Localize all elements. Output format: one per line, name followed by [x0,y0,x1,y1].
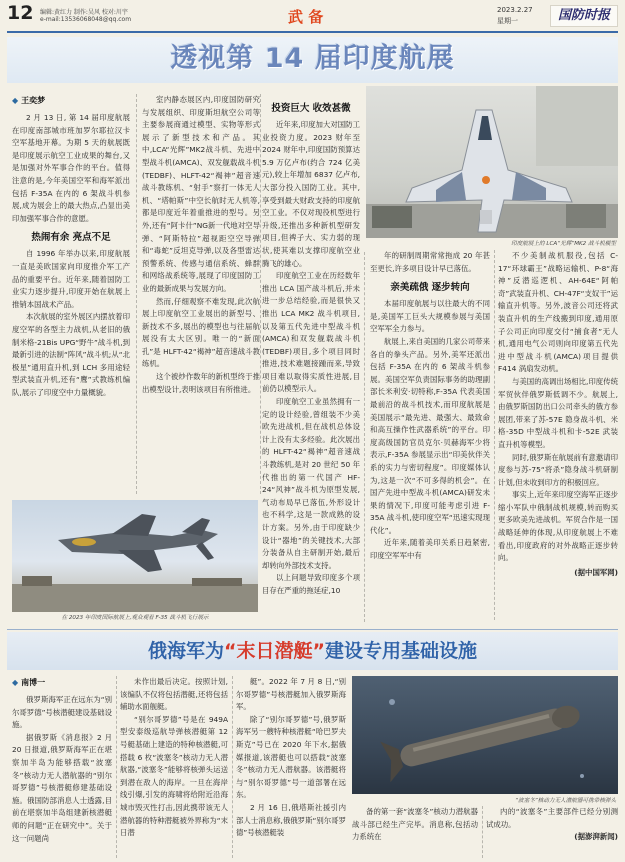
article1-column-1 [12,94,130,512]
article2-paragraph: 2 月 16 日,俄塔斯社援引内部人士消息称,俄俄罗斯“别尔哥罗德”号核潜艇装 [236,802,346,838]
article2-column-1 [12,676,112,860]
article1-subheading-2: 投资巨大 收效甚微 [271,103,351,114]
article2-column-5 [486,806,618,860]
article2-source: (据澎湃新闻) [574,832,618,842]
poseidon-photo-caption: “波塞冬”核动力无人潜航器可携带核弹头 [515,798,616,804]
article1-title-banner [7,37,618,83]
article1-paragraph: 不少美制战机服役,包括 C-17“环球霸王”战略运输机、P-8“海神”反潜巡逻机、AH-64E“阿帕奇”武装直升机、CH-47F“支奴干”运输直升机等。另外,波音公司还将武装直升机的生产线搬到印度,通用原子公司正向印度交付“捕食者”无人机,通用电气公司则向印度第五代先进中型战斗机(AMCA)项目提供 F414 涡扇发动机。 [498,251,618,374]
column-divider [482,806,483,858]
article2-title-prefix: 俄海军为 [147,640,224,662]
article1-paragraph: 印度航空工业在历经数年推出 LCA 国产战斗机后,并未进一步总结经验,而是很快又推出 LCA MK2 战斗机项目,以及第五代先进中型战斗机(AMCA)和双发舰载战斗机(TEDBF)项目,多个项目同时推进,技术难题接踵而来,导致项目难以取得实质性进展,目前仍以模型示人。 [262,271,360,394]
column-divider [116,676,117,858]
article2-title-quote: “末日潜艇” [224,640,325,662]
article2-paragraph: 未作出最后决定。按照计划,该编队不仅将包括潜艇,还将包括辅助水面舰艇。 [120,677,228,712]
article1-paragraph: 印度航空工业虽然拥有一定的设计经验,曾组装不少美欧先进战机,但在战机总体设计上没有太多经验。此次展出的 HLFT-42“褐神”超音速战斗教练机,是对 20 世纪 50 年代推出的第一代国产 HF-24“风神”战斗机为原型发展,气动布局早已落伍,外形设计也不科学,这是一款成熟的设计方案。另外,由于印度缺少设计“器地”的关键技术,大部分装备从自主研制开始,最后却转向外部技术支持。 [262,397,360,570]
issue-date: 2023.2.27 [497,6,533,14]
fighter-jet-icon [366,86,618,238]
article2-column-3 [236,676,346,860]
article1-column-5 [498,250,618,622]
article1-paragraph: 室内静态展区内,印度国防研究与发展组织、印度斯坦航空公司等主要参展商通过模型、实物等形式展示了新型技术和产品。其中,LCA“光辉”MK2战斗机、先进中型战斗机(AMCA)、双发舰载战斗机(TEDBF)、HLFT-42“褐神”超音速战斗教练机、“射手”察打一体无人机、“塔帕斯”中空长航时无人机等,都是印度近年着重推进的型号。另外,还有“阿卡什”NG新一代地对空导弹、“阿斯特拉”超视距空空导弹和“毒蛇”反坦克导弹,以及各型雷达预警系统、传感与通信系统、蜂群和网络战系统等,展现了印度国防工业的最新成果与发展方向。 [142,95,260,293]
article1-intro: 2 月 13 日, 第 14 届印度航展在印度南部城市班加罗尔耶拉汉卡空军基地开幕。为期 5 天的航展既是印度展示航空工业成果的舞台,又是加强对外军事合作的平台。值得注意的是,今年美国空军和海军派出包括 F-35A 在内的 6 架战斗机参展,成为展会上的最大热点,凸显出美印加强军事合作的意愿。 [12,113,130,223]
article2-paragraph: 艇”。2022 年 7 月 8 日,“别尔哥罗德”号核潜艇加入俄罗斯海军。 [236,677,346,712]
article2-title-banner [7,632,618,670]
column-divider [232,676,233,858]
diamond-icon: ◆ [12,678,19,687]
column-divider [260,94,261,494]
article2-paragraph: 除了“别尔哥罗德”号,俄罗斯海军另一艘特种核潜艇“哈巴罗夫斯克”号已在 2020 年下水,据俄媒报道,该潜艇也可以搭载“波塞冬”核动力无人潜航器。该潜艇将与“别尔哥罗德”号一道部署在远东。 [236,714,346,800]
article-separator [7,629,618,630]
article2-column-2 [120,676,228,860]
article2-paragraph: 内的“波塞冬”主要部件已经分别测试成功。 [486,807,618,829]
article1-subheading-3: 亲美疏俄 逐步转向 [390,282,470,294]
poseidon-photo [352,676,618,794]
f35-airshow-photo [12,500,258,612]
article2-title [7,632,618,670]
column-divider [136,94,137,494]
editor-credits: 编辑:黄红力 制作:吴风 校对:川宇 [40,9,128,16]
article1-paragraph: 与美国的高调出场相比,印度传统军贸伙伴俄罗斯低调不少。航展上,由俄罗斯国防出口公司牵头的俄方参展团,带来了苏-57E 隐身战斗机、米格-35D 中型战斗机和卡-52E 武装直升机等模型。 [498,376,618,449]
article1-paragraph: 事实上,近年来印度空海军正逐步缩小军队中俄制战机规模,转而购买更多欧美先进战机。军贸合作是一国战略延伸的体现,从印度航展上不难看出,印度政府的对外战略正逐步转向。 [498,490,618,563]
torpedo-icon [352,676,618,794]
article2-byline [12,676,112,690]
article2-paragraph: “别尔哥罗德”号是在 949A 型安泰级巡航导弹核潜艇第 12 号艇基础上建造的特种核潜艇,可搭载 6 枚“波塞冬”核动力无人潜航器,“波塞冬”能够将核弹头运送到潜在敌人的海岸。一旦在海岸线引爆,引发的海啸将给附近沿海城市毁灭性打击,因此携带该无人潜航器的特种潜艇被外界称为“末日潜 [120,714,228,838]
article1-title: 透视第 14 届印度航展 [170,43,455,74]
article1-paragraph: 年的研制周期常常拖成 20 年甚至更长,许多项目设计早已落伍。 [370,251,490,273]
f35-jet-icon [12,500,258,612]
article1-column-3 [262,94,360,622]
article1-byline [12,94,130,108]
article1-paragraph: 近年来,印度加大对国防工业投资力度。2023 财年至 2024 财年中,印度国防预算达 5.9 万亿卢布(约合 724 亿美元),较上年增加 6837 亿卢布,大部分投入国防工业。其中,享受到最大财政支持的印度航空工业。不仅对现役机型进行升级,还推出多种新机型研发项目,但裨子大、实力弱的现状,使其难以支撑印度航空业腾飞的雄心。 [262,120,360,268]
article1-paragraph: 本届印度航展与以往最大的不同是,美国军工巨头大规模参展与美国空军军全力参与。 [370,299,490,334]
article1-paragraph: 本次航展的室外展区内摆放着印度空军的各型主力战机,从老旧的俄制米格-21Bis UPG“野牛”战斗机,到最新引进的法制“阵风”战斗机;从“北极星”通用直升机,到 LCH 多用途轻型武装直升机,还有“鹰”式教练机编队,展示了印度空中力量概貌。 [12,312,130,397]
article1-paragraph: 航展上,来自美国的几家公司带来各自的拳头产品。另外,美军还派出包括 F-35A 在内的 6 架战斗机参展。美国空军负责国际事务的助理副部长米利安·切特称,F-35A 代表美国最前沿的战斗机技术,而印度航展是美国展示“最先进、最强大、最致命和高互操作性武器系统”的平台。印度高级国防官员克尔·贝赫海军少将表示,F-35A 参展显示出“印美伙伴关系的实力与密切程度”。印度媒体认为,这是一次“不可多得的机会”。在国产先进中型战斗机(AMCA)研发未果的情况下,印度可能考虑引进 F-35A 战斗机,使印度空军“迅速实现现代化”。 [370,336,490,535]
issue-weekday: 星期一 [497,17,518,25]
article2-title-suffix: 建设专用基础设施 [324,640,477,662]
article2-paragraph: 俄罗斯海军正在远东为“别尔哥罗德”号核潜艇建设基础设施。 [12,695,112,730]
column-divider [364,252,365,622]
article1-paragraph: 然而,仔细观察不难发现,此次航展上印度航空工业展出的新型号、新技术不多,展出的模型也与往届航展没有太大区别。唯一的“新面孔”是 HLFT-42“褐神”超音速战斗教练机。 [142,296,260,369]
header-rule [7,31,618,33]
article1-paragraph: 同时,俄罗斯在航展前有意邀请印度参与苏-75“将杀”隐身战斗机研制计划,但未收到印方的积极回应。 [498,452,618,487]
article1-paragraph: 以上问题导致印度多个项目存在严重的拖延症,10 [262,573,360,595]
article1-paragraph: 这个被炒作数年的新机型终于推出模型设计,表明该项目有所推进。 [142,372,260,394]
lca-photo-caption: 印度航展上的 LCA“光辉”MK2 战斗机模型 [511,241,616,247]
page-header [0,0,625,36]
masthead-logo [550,5,618,27]
article2-paragraph: 据俄罗斯《消息报》2 月 20 日报道,俄罗斯海军正在堪察加半岛为能够搭载“波塞冬”核动力无人潜航器的“别尔哥罗德”号核潜艇修建基础设施。俄国防部消息人士透露,目前在堪察加半岛组建新核潜艇师的问题“正在研究中”。关于这一问题尚 [12,732,112,843]
article1-subheading-1: 热闹有余 亮点不足 [31,232,111,244]
article1-column-4 [370,250,490,622]
column-divider [494,250,495,620]
article2-paragraph: 备的第一套“波塞冬”核动力潜航器战斗部已经生产完毕。消息称,包括动力系统在 [352,807,478,842]
article1-author: 王奕梦 [21,96,46,105]
article2-column-4 [352,806,478,860]
article2-author: 南博一 [21,678,46,687]
article1-paragraph: 近年来,随着美印关系日趋紧密,印度空军军中有 [370,538,490,561]
f35-photo-caption: 在 2023 年印度国际航展上,观众观看 F-35 战斗机飞行展示 [61,615,209,621]
diamond-icon: ◆ [12,96,19,105]
article1-paragraph: 自 1996 年举办以来,印度航展一直是美欧国家向印度推介军工产品的重要平台。近年来,随着国防工业实力逐步提升,印度开始在航展上推销本国战术产品。 [12,249,130,309]
article1-source: (据中国军网) [574,567,618,577]
article1-column-2 [142,94,260,490]
page-number: 12 [7,2,34,24]
lca-model-photo [366,86,618,238]
editor-email: e-mail:13536068048@qq.com [40,16,132,23]
section-name: 武 备 [288,8,324,26]
masthead-text: 国防时报 [557,8,610,23]
